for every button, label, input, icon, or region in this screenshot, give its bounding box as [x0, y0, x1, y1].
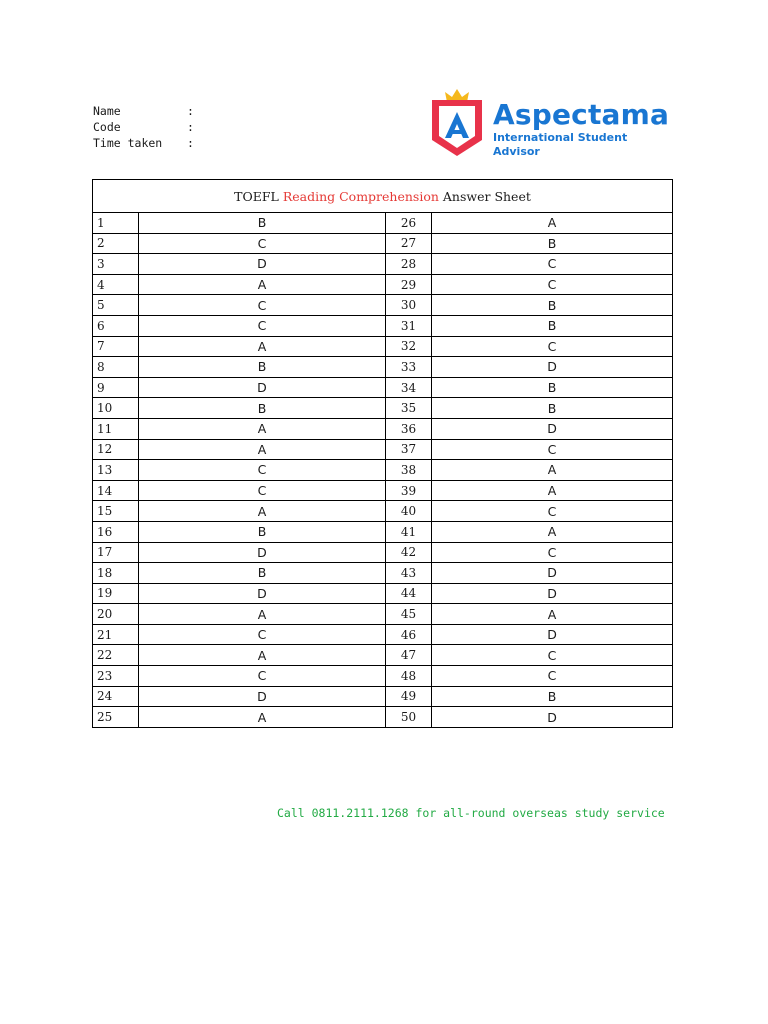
name-field: [93, 103, 194, 119]
answer-cell: D: [139, 377, 386, 398]
answer-sheet-title: [93, 180, 673, 213]
title-suffix: Answer Sheet: [442, 188, 531, 204]
question-number: 46: [386, 624, 432, 645]
answer-cell: C: [139, 624, 386, 645]
table-row: [93, 295, 673, 316]
question-number: 7: [93, 336, 139, 357]
time-taken-field: [93, 135, 194, 151]
question-number: 2: [93, 233, 139, 254]
table-row: [93, 645, 673, 666]
answer-cell: D: [432, 707, 673, 728]
question-number: 48: [386, 666, 432, 687]
answer-cell: C: [432, 336, 673, 357]
answer-cell: A: [432, 460, 673, 481]
question-number: 4: [93, 274, 139, 295]
name-label: Name: [93, 104, 121, 118]
question-number: 24: [93, 686, 139, 707]
answer-cell: A: [139, 418, 386, 439]
answer-cell: C: [139, 315, 386, 336]
question-number: 6: [93, 315, 139, 336]
question-number: 19: [93, 583, 139, 604]
answer-cell: B: [139, 398, 386, 419]
question-number: 14: [93, 480, 139, 501]
answer-cell: A: [139, 604, 386, 625]
question-number: 35: [386, 398, 432, 419]
table-row: [93, 233, 673, 254]
answer-cell: A: [432, 213, 673, 234]
table-row: [93, 460, 673, 481]
brand-tagline: International Student Advisor: [493, 131, 628, 158]
table-row: [93, 666, 673, 687]
table-row: [93, 439, 673, 460]
question-number: 27: [386, 233, 432, 254]
question-number: 21: [93, 624, 139, 645]
answer-cell: D: [139, 686, 386, 707]
question-number: 29: [386, 274, 432, 295]
question-number: 41: [386, 521, 432, 542]
question-number: 23: [93, 666, 139, 687]
question-number: 36: [386, 418, 432, 439]
answer-cell: B: [139, 213, 386, 234]
question-number: 34: [386, 377, 432, 398]
question-number: 30: [386, 295, 432, 316]
answer-cell: D: [432, 624, 673, 645]
answer-sheet-title-row: [93, 180, 673, 213]
code-label: Code: [93, 120, 121, 134]
question-number: 32: [386, 336, 432, 357]
answer-cell: A: [139, 336, 386, 357]
answer-cell: D: [432, 583, 673, 604]
answer-cell: C: [139, 295, 386, 316]
question-number: 39: [386, 480, 432, 501]
answer-cell: C: [432, 645, 673, 666]
answer-cell: A: [139, 501, 386, 522]
answer-cell: C: [139, 480, 386, 501]
brand-name: Aspectama: [493, 98, 670, 131]
aspectama-logo: [429, 88, 675, 158]
answer-cell: B: [139, 563, 386, 584]
question-number: 1: [93, 213, 139, 234]
table-row: [93, 563, 673, 584]
time-taken-label: Time taken: [93, 136, 163, 150]
shield-logo-icon: [429, 88, 485, 158]
question-number: 42: [386, 542, 432, 563]
answer-cell: D: [139, 583, 386, 604]
answer-sheet-table: [92, 179, 673, 728]
answer-cell: C: [139, 233, 386, 254]
table-row: [93, 357, 673, 378]
title-highlight: Reading Comprehension: [282, 188, 439, 204]
answer-cell: D: [432, 418, 673, 439]
table-row: [93, 501, 673, 522]
answer-cell: B: [432, 377, 673, 398]
question-number: 15: [93, 501, 139, 522]
answer-cell: B: [432, 233, 673, 254]
answer-cell: A: [139, 707, 386, 728]
question-number: 13: [93, 460, 139, 481]
question-number: 5: [93, 295, 139, 316]
answer-cell: C: [139, 666, 386, 687]
question-number: 45: [386, 604, 432, 625]
table-row: [93, 254, 673, 275]
title-prefix: TOEFL: [234, 188, 279, 204]
name-separator: :: [187, 104, 194, 118]
answer-cell: A: [432, 480, 673, 501]
question-number: 25: [93, 707, 139, 728]
answer-cell: D: [432, 357, 673, 378]
table-row: [93, 213, 673, 234]
question-number: 17: [93, 542, 139, 563]
answer-cell: B: [432, 686, 673, 707]
answer-cell: B: [432, 315, 673, 336]
answer-cell: B: [139, 521, 386, 542]
table-row: [93, 624, 673, 645]
table-row: [93, 418, 673, 439]
answer-cell: A: [139, 274, 386, 295]
footer-contact: Call 0811.2111.1268 for all-round overseas study service: [277, 806, 665, 820]
answer-cell: A: [139, 439, 386, 460]
question-number: 37: [386, 439, 432, 460]
code-separator: :: [187, 120, 194, 134]
question-number: 38: [386, 460, 432, 481]
question-number: 33: [386, 357, 432, 378]
answer-cell: C: [432, 501, 673, 522]
table-row: [93, 377, 673, 398]
answer-cell: B: [432, 398, 673, 419]
time-taken-separator: :: [187, 136, 194, 150]
question-number: 16: [93, 521, 139, 542]
table-row: [93, 336, 673, 357]
answer-cell: C: [432, 274, 673, 295]
table-row: [93, 398, 673, 419]
answer-cell: A: [139, 645, 386, 666]
answer-cell: B: [139, 357, 386, 378]
answer-cell: A: [432, 604, 673, 625]
answer-cell: D: [139, 254, 386, 275]
question-number: 10: [93, 398, 139, 419]
answer-cell: C: [432, 666, 673, 687]
table-row: [93, 707, 673, 728]
table-row: [93, 480, 673, 501]
question-number: 47: [386, 645, 432, 666]
question-number: 22: [93, 645, 139, 666]
table-row: [93, 521, 673, 542]
question-number: 3: [93, 254, 139, 275]
code-field: [93, 119, 194, 135]
question-number: 31: [386, 315, 432, 336]
table-row: [93, 583, 673, 604]
question-number: 28: [386, 254, 432, 275]
table-row: [93, 274, 673, 295]
question-number: 49: [386, 686, 432, 707]
answer-cell: A: [432, 521, 673, 542]
student-info: [93, 103, 194, 151]
question-number: 44: [386, 583, 432, 604]
answer-cell: D: [432, 563, 673, 584]
question-number: 12: [93, 439, 139, 460]
question-number: 18: [93, 563, 139, 584]
answer-cell: B: [432, 295, 673, 316]
question-number: 8: [93, 357, 139, 378]
table-row: [93, 315, 673, 336]
answer-cell: C: [432, 254, 673, 275]
question-number: 26: [386, 213, 432, 234]
table-row: [93, 686, 673, 707]
question-number: 9: [93, 377, 139, 398]
logo-text: [493, 100, 675, 159]
question-number: 50: [386, 707, 432, 728]
answer-cell: C: [432, 439, 673, 460]
question-number: 40: [386, 501, 432, 522]
table-row: [93, 542, 673, 563]
table-row: [93, 604, 673, 625]
question-number: 43: [386, 563, 432, 584]
question-number: 20: [93, 604, 139, 625]
answer-cell: C: [432, 542, 673, 563]
answer-cell: C: [139, 460, 386, 481]
question-number: 11: [93, 418, 139, 439]
answer-cell: D: [139, 542, 386, 563]
